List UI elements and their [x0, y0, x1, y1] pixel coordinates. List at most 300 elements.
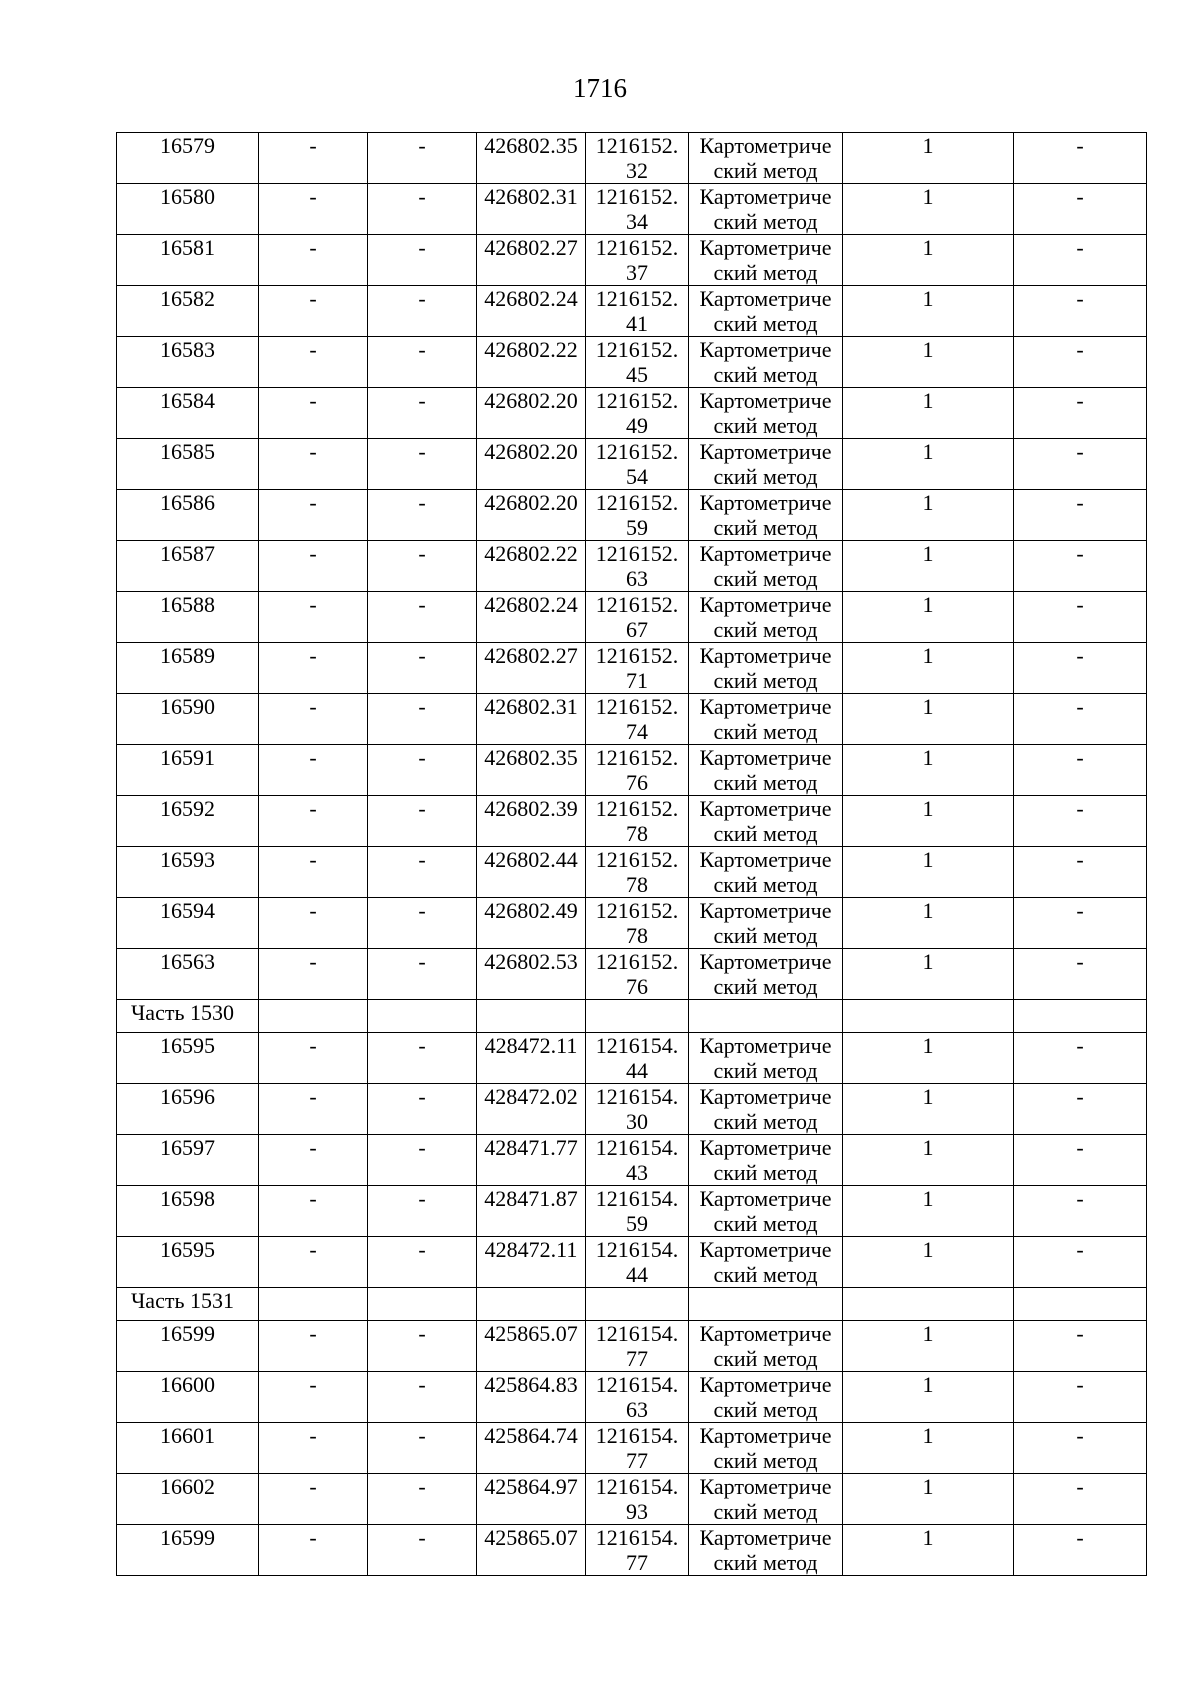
y-coordinate-cell-line-1: 1216154. — [595, 1084, 679, 1109]
point-number-cell: 16595 — [117, 1237, 259, 1288]
table-row — [117, 1321, 1147, 1372]
method-cell-line-1: Картометриче — [699, 337, 832, 362]
point-number-cell: 16581 — [117, 235, 259, 286]
point-number-cell: 16596 — [117, 1084, 259, 1135]
y-coordinate-cell-line-2: 59 — [626, 1211, 648, 1236]
dash-cell: - — [1014, 847, 1147, 898]
section-row — [117, 1288, 1147, 1321]
dash-cell: - — [368, 1186, 477, 1237]
x-coordinate-cell: 426802.20 — [477, 439, 586, 490]
y-coordinate-cell-line-2: 77 — [626, 1448, 648, 1473]
y-coordinate-cell-line-1: 1216152. — [595, 286, 679, 311]
dash-cell: - — [368, 1135, 477, 1186]
method-cell-line-2: ский метод — [713, 566, 818, 591]
dash-cell: - — [1014, 1372, 1147, 1423]
y-coordinate-cell-line-1: 1216154. — [595, 1033, 679, 1058]
y-coordinate-cell — [586, 1135, 689, 1186]
y-coordinate-cell-line-1: 1216152. — [595, 745, 679, 770]
y-coordinate-cell-line-1: 1216152. — [595, 796, 679, 821]
value-cell: 1 — [843, 1237, 1014, 1288]
y-coordinate-cell-line-1: 1216154. — [595, 1474, 679, 1499]
y-coordinate-cell — [586, 439, 689, 490]
dash-cell: - — [259, 1423, 368, 1474]
dash-cell: - — [259, 235, 368, 286]
point-number-cell: 16588 — [117, 592, 259, 643]
point-number-cell: 16590 — [117, 694, 259, 745]
y-coordinate-cell-line-1: 1216154. — [595, 1321, 679, 1346]
table-row — [117, 1474, 1147, 1525]
dash-cell: - — [259, 490, 368, 541]
x-coordinate-cell: 428472.11 — [477, 1033, 586, 1084]
method-cell-line-1: Картометриче — [699, 898, 832, 923]
x-coordinate-cell: 426802.20 — [477, 388, 586, 439]
y-coordinate-cell-line-1: 1216154. — [595, 1237, 679, 1262]
empty-cell — [477, 1000, 586, 1033]
method-cell — [689, 337, 843, 388]
value-cell: 1 — [843, 337, 1014, 388]
dash-cell: - — [1014, 643, 1147, 694]
value-cell: 1 — [843, 1321, 1014, 1372]
dash-cell: - — [368, 694, 477, 745]
point-number-cell: 16600 — [117, 1372, 259, 1423]
point-number-cell: 16584 — [117, 388, 259, 439]
y-coordinate-cell-line-2: 32 — [626, 158, 648, 183]
y-coordinate-cell — [586, 337, 689, 388]
dash-cell: - — [368, 1237, 477, 1288]
x-coordinate-cell: 426802.44 — [477, 847, 586, 898]
dash-cell: - — [259, 541, 368, 592]
y-coordinate-cell-line-1: 1216152. — [595, 235, 679, 260]
method-cell — [689, 949, 843, 1000]
point-number-cell: 16592 — [117, 796, 259, 847]
dash-cell: - — [368, 1423, 477, 1474]
table-row — [117, 286, 1147, 337]
dash-cell: - — [259, 1135, 368, 1186]
dash-cell: - — [259, 439, 368, 490]
dash-cell: - — [259, 1237, 368, 1288]
method-cell-line-2: ский метод — [713, 158, 818, 183]
y-coordinate-cell-line-2: 93 — [626, 1499, 648, 1524]
empty-cell — [689, 1288, 843, 1321]
dash-cell: - — [259, 796, 368, 847]
method-cell-line-2: ский метод — [713, 311, 818, 336]
method-cell-line-1: Картометриче — [699, 1525, 832, 1550]
y-coordinate-cell — [586, 1321, 689, 1372]
method-cell-line-1: Картометриче — [699, 949, 832, 974]
method-cell-line-1: Картометриче — [699, 1135, 832, 1160]
method-cell-line-2: ский метод — [713, 515, 818, 540]
dash-cell: - — [368, 1372, 477, 1423]
dash-cell: - — [1014, 490, 1147, 541]
table-row — [117, 439, 1147, 490]
value-cell: 1 — [843, 1033, 1014, 1084]
empty-cell — [259, 1000, 368, 1033]
x-coordinate-cell: 425864.83 — [477, 1372, 586, 1423]
method-cell-line-1: Картометриче — [699, 490, 832, 515]
point-number-cell: 16589 — [117, 643, 259, 694]
method-cell-line-1: Картометриче — [699, 235, 832, 260]
y-coordinate-cell — [586, 847, 689, 898]
method-cell-line-1: Картометриче — [699, 592, 832, 617]
empty-cell — [586, 1000, 689, 1033]
dash-cell: - — [259, 1084, 368, 1135]
method-cell — [689, 643, 843, 694]
point-number-cell: 16594 — [117, 898, 259, 949]
dash-cell: - — [259, 1186, 368, 1237]
dash-cell: - — [1014, 898, 1147, 949]
value-cell: 1 — [843, 235, 1014, 286]
y-coordinate-cell-line-2: 59 — [626, 515, 648, 540]
y-coordinate-cell-line-1: 1216154. — [595, 1525, 679, 1550]
dash-cell: - — [368, 1084, 477, 1135]
method-cell-line-1: Картометриче — [699, 1474, 832, 1499]
dash-cell: - — [368, 490, 477, 541]
section-label: Часть 1531 — [117, 1288, 259, 1321]
value-cell: 1 — [843, 592, 1014, 643]
value-cell: 1 — [843, 1474, 1014, 1525]
method-cell — [689, 388, 843, 439]
x-coordinate-cell: 426802.24 — [477, 592, 586, 643]
method-cell-line-2: ский метод — [713, 1160, 818, 1185]
table-row — [117, 184, 1147, 235]
dash-cell: - — [368, 337, 477, 388]
method-cell — [689, 286, 843, 337]
empty-cell — [843, 1288, 1014, 1321]
dash-cell: - — [259, 745, 368, 796]
dash-cell: - — [368, 847, 477, 898]
method-cell — [689, 1474, 843, 1525]
method-cell-line-2: ский метод — [713, 413, 818, 438]
y-coordinate-cell-line-1: 1216154. — [595, 1135, 679, 1160]
method-cell — [689, 745, 843, 796]
method-cell-line-1: Картометриче — [699, 796, 832, 821]
y-coordinate-cell-line-1: 1216152. — [595, 898, 679, 923]
y-coordinate-cell-line-2: 78 — [626, 821, 648, 846]
y-coordinate-cell — [586, 388, 689, 439]
section-label: Часть 1530 — [117, 1000, 259, 1033]
dash-cell: - — [368, 1321, 477, 1372]
method-cell-line-2: ский метод — [713, 362, 818, 387]
empty-cell — [477, 1288, 586, 1321]
dash-cell: - — [259, 592, 368, 643]
table-row — [117, 898, 1147, 949]
point-number-cell: 16599 — [117, 1321, 259, 1372]
method-cell-line-2: ский метод — [713, 923, 818, 948]
dash-cell: - — [259, 1474, 368, 1525]
x-coordinate-cell: 425865.07 — [477, 1525, 586, 1576]
x-coordinate-cell: 425865.07 — [477, 1321, 586, 1372]
dash-cell: - — [1014, 541, 1147, 592]
method-cell-line-1: Картометриче — [699, 1372, 832, 1397]
y-coordinate-cell — [586, 286, 689, 337]
dash-cell: - — [368, 745, 477, 796]
method-cell — [689, 1135, 843, 1186]
table-row — [117, 1135, 1147, 1186]
method-cell — [689, 133, 843, 184]
method-cell-line-1: Картометриче — [699, 286, 832, 311]
dash-cell: - — [368, 796, 477, 847]
dash-cell: - — [259, 847, 368, 898]
value-cell: 1 — [843, 1084, 1014, 1135]
table-row — [117, 694, 1147, 745]
method-cell-line-2: ский метод — [713, 1346, 818, 1371]
x-coordinate-cell: 425864.97 — [477, 1474, 586, 1525]
value-cell: 1 — [843, 1372, 1014, 1423]
dash-cell: - — [259, 643, 368, 694]
dash-cell: - — [1014, 1084, 1147, 1135]
method-cell-line-1: Картометриче — [699, 388, 832, 413]
dash-cell: - — [1014, 1033, 1147, 1084]
dash-cell: - — [1014, 1186, 1147, 1237]
table-row — [117, 1084, 1147, 1135]
dash-cell: - — [368, 133, 477, 184]
table-body — [117, 133, 1147, 1576]
method-cell-line-2: ский метод — [713, 260, 818, 285]
method-cell-line-1: Картометриче — [699, 1084, 832, 1109]
point-number-cell: 16582 — [117, 286, 259, 337]
dash-cell: - — [368, 439, 477, 490]
value-cell: 1 — [843, 745, 1014, 796]
x-coordinate-cell: 428471.87 — [477, 1186, 586, 1237]
dash-cell: - — [259, 184, 368, 235]
y-coordinate-cell-line-1: 1216152. — [595, 694, 679, 719]
method-cell-line-2: ский метод — [713, 1211, 818, 1236]
y-coordinate-cell — [586, 745, 689, 796]
method-cell-line-1: Картометриче — [699, 745, 832, 770]
y-coordinate-cell — [586, 133, 689, 184]
y-coordinate-cell — [586, 1186, 689, 1237]
dash-cell: - — [368, 286, 477, 337]
dash-cell: - — [259, 949, 368, 1000]
method-cell — [689, 1372, 843, 1423]
y-coordinate-cell-line-2: 63 — [626, 1397, 648, 1422]
point-number-cell: 16591 — [117, 745, 259, 796]
value-cell: 1 — [843, 286, 1014, 337]
method-cell — [689, 1237, 843, 1288]
x-coordinate-cell: 426802.35 — [477, 133, 586, 184]
y-coordinate-cell-line-1: 1216152. — [595, 184, 679, 209]
table-row — [117, 949, 1147, 1000]
method-cell — [689, 541, 843, 592]
method-cell-line-2: ский метод — [713, 1058, 818, 1083]
method-cell-line-2: ский метод — [713, 1499, 818, 1524]
y-coordinate-cell — [586, 1423, 689, 1474]
table-row — [117, 490, 1147, 541]
point-number-cell: 16579 — [117, 133, 259, 184]
method-cell-line-2: ский метод — [713, 974, 818, 999]
y-coordinate-cell-line-1: 1216152. — [595, 541, 679, 566]
dash-cell: - — [368, 949, 477, 1000]
dash-cell: - — [368, 898, 477, 949]
point-number-cell: 16583 — [117, 337, 259, 388]
dash-cell: - — [1014, 133, 1147, 184]
x-coordinate-cell: 426802.27 — [477, 643, 586, 694]
dash-cell: - — [259, 898, 368, 949]
table-row — [117, 388, 1147, 439]
y-coordinate-cell-line-1: 1216152. — [595, 490, 679, 515]
value-cell: 1 — [843, 1135, 1014, 1186]
value-cell: 1 — [843, 184, 1014, 235]
y-coordinate-cell — [586, 490, 689, 541]
y-coordinate-cell — [586, 541, 689, 592]
dash-cell: - — [259, 388, 368, 439]
dash-cell: - — [1014, 235, 1147, 286]
dash-cell: - — [259, 1321, 368, 1372]
x-coordinate-cell: 426802.35 — [477, 745, 586, 796]
point-number-cell: 16586 — [117, 490, 259, 541]
x-coordinate-cell: 426802.22 — [477, 337, 586, 388]
x-coordinate-cell: 428471.77 — [477, 1135, 586, 1186]
y-coordinate-cell — [586, 1084, 689, 1135]
table-row — [117, 1186, 1147, 1237]
table-row — [117, 1525, 1147, 1576]
method-cell — [689, 1321, 843, 1372]
y-coordinate-cell-line-2: 45 — [626, 362, 648, 387]
method-cell — [689, 847, 843, 898]
x-coordinate-cell: 425864.74 — [477, 1423, 586, 1474]
table-row — [117, 235, 1147, 286]
dash-cell: - — [259, 1372, 368, 1423]
empty-cell — [689, 1000, 843, 1033]
table-row — [117, 796, 1147, 847]
value-cell: 1 — [843, 1423, 1014, 1474]
dash-cell: - — [1014, 1321, 1147, 1372]
x-coordinate-cell: 426802.22 — [477, 541, 586, 592]
y-coordinate-cell-line-1: 1216154. — [595, 1423, 679, 1448]
point-number-cell: 16593 — [117, 847, 259, 898]
method-cell-line-1: Картометриче — [699, 184, 832, 209]
empty-cell — [368, 1288, 477, 1321]
table-row — [117, 133, 1147, 184]
y-coordinate-cell-line-2: 77 — [626, 1346, 648, 1371]
empty-cell — [368, 1000, 477, 1033]
y-coordinate-cell-line-2: 44 — [626, 1058, 648, 1083]
dash-cell: - — [368, 643, 477, 694]
y-coordinate-cell-line-2: 76 — [626, 974, 648, 999]
dash-cell: - — [1014, 592, 1147, 643]
x-coordinate-cell: 426802.24 — [477, 286, 586, 337]
empty-cell — [843, 1000, 1014, 1033]
table-row — [117, 1423, 1147, 1474]
method-cell — [689, 694, 843, 745]
dash-cell: - — [1014, 286, 1147, 337]
method-cell-line-1: Картометриче — [699, 694, 832, 719]
method-cell — [689, 796, 843, 847]
y-coordinate-cell-line-1: 1216154. — [595, 1186, 679, 1211]
x-coordinate-cell: 428472.02 — [477, 1084, 586, 1135]
method-cell-line-2: ский метод — [713, 1448, 818, 1473]
value-cell: 1 — [843, 898, 1014, 949]
section-row — [117, 1000, 1147, 1033]
dash-cell: - — [1014, 388, 1147, 439]
dash-cell: - — [259, 286, 368, 337]
empty-cell — [259, 1288, 368, 1321]
value-cell: 1 — [843, 949, 1014, 1000]
x-coordinate-cell: 426802.20 — [477, 490, 586, 541]
dash-cell: - — [259, 337, 368, 388]
y-coordinate-cell — [586, 1033, 689, 1084]
y-coordinate-cell-line-1: 1216152. — [595, 439, 679, 464]
dash-cell: - — [1014, 1525, 1147, 1576]
value-cell: 1 — [843, 847, 1014, 898]
value-cell: 1 — [843, 439, 1014, 490]
y-coordinate-cell — [586, 694, 689, 745]
y-coordinate-cell-line-2: 30 — [626, 1109, 648, 1134]
y-coordinate-cell — [586, 235, 689, 286]
y-coordinate-cell-line-2: 71 — [626, 668, 648, 693]
value-cell: 1 — [843, 1186, 1014, 1237]
y-coordinate-cell — [586, 1525, 689, 1576]
point-number-cell: 16597 — [117, 1135, 259, 1186]
dash-cell: - — [1014, 1237, 1147, 1288]
point-number-cell: 16598 — [117, 1186, 259, 1237]
y-coordinate-cell — [586, 592, 689, 643]
y-coordinate-cell-line-2: 78 — [626, 923, 648, 948]
table-row — [117, 643, 1147, 694]
y-coordinate-cell-line-2: 77 — [626, 1550, 648, 1575]
method-cell-line-2: ский метод — [713, 770, 818, 795]
method-cell-line-2: ский метод — [713, 1262, 818, 1287]
x-coordinate-cell: 428472.11 — [477, 1237, 586, 1288]
x-coordinate-cell: 426802.39 — [477, 796, 586, 847]
x-coordinate-cell: 426802.53 — [477, 949, 586, 1000]
page-number: 1716 — [573, 73, 627, 103]
dash-cell: - — [1014, 1135, 1147, 1186]
y-coordinate-cell-line-2: 41 — [626, 311, 648, 336]
point-number-cell: 16595 — [117, 1033, 259, 1084]
value-cell: 1 — [843, 541, 1014, 592]
dash-cell: - — [1014, 337, 1147, 388]
table-row — [117, 592, 1147, 643]
dash-cell: - — [368, 1033, 477, 1084]
method-cell-line-2: ский метод — [713, 1109, 818, 1134]
method-cell-line-1: Картометриче — [699, 1237, 832, 1262]
empty-cell — [1014, 1288, 1147, 1321]
dash-cell: - — [1014, 796, 1147, 847]
dash-cell: - — [368, 1474, 477, 1525]
y-coordinate-cell — [586, 1474, 689, 1525]
table-row — [117, 745, 1147, 796]
y-coordinate-cell-line-2: 44 — [626, 1262, 648, 1287]
y-coordinate-cell-line-1: 1216152. — [595, 388, 679, 413]
method-cell-line-2: ский метод — [713, 821, 818, 846]
dash-cell: - — [1014, 1423, 1147, 1474]
coordinates-table — [116, 132, 1147, 1576]
dash-cell: - — [1014, 745, 1147, 796]
y-coordinate-cell-line-1: 1216152. — [595, 592, 679, 617]
method-cell — [689, 490, 843, 541]
method-cell-line-1: Картометриче — [699, 643, 832, 668]
point-number-cell: 16601 — [117, 1423, 259, 1474]
table-row — [117, 541, 1147, 592]
table-row — [117, 1237, 1147, 1288]
dash-cell: - — [259, 1525, 368, 1576]
y-coordinate-cell-line-1: 1216154. — [595, 1372, 679, 1397]
method-cell — [689, 184, 843, 235]
dash-cell: - — [1014, 694, 1147, 745]
y-coordinate-cell — [586, 898, 689, 949]
method-cell-line-1: Картометриче — [699, 1423, 832, 1448]
point-number-cell: 16587 — [117, 541, 259, 592]
dash-cell: - — [1014, 949, 1147, 1000]
method-cell-line-2: ский метод — [713, 1397, 818, 1422]
method-cell-line-2: ский метод — [713, 617, 818, 642]
y-coordinate-cell-line-2: 74 — [626, 719, 648, 744]
dash-cell: - — [259, 694, 368, 745]
y-coordinate-cell — [586, 643, 689, 694]
method-cell — [689, 592, 843, 643]
point-number-cell: 16599 — [117, 1525, 259, 1576]
